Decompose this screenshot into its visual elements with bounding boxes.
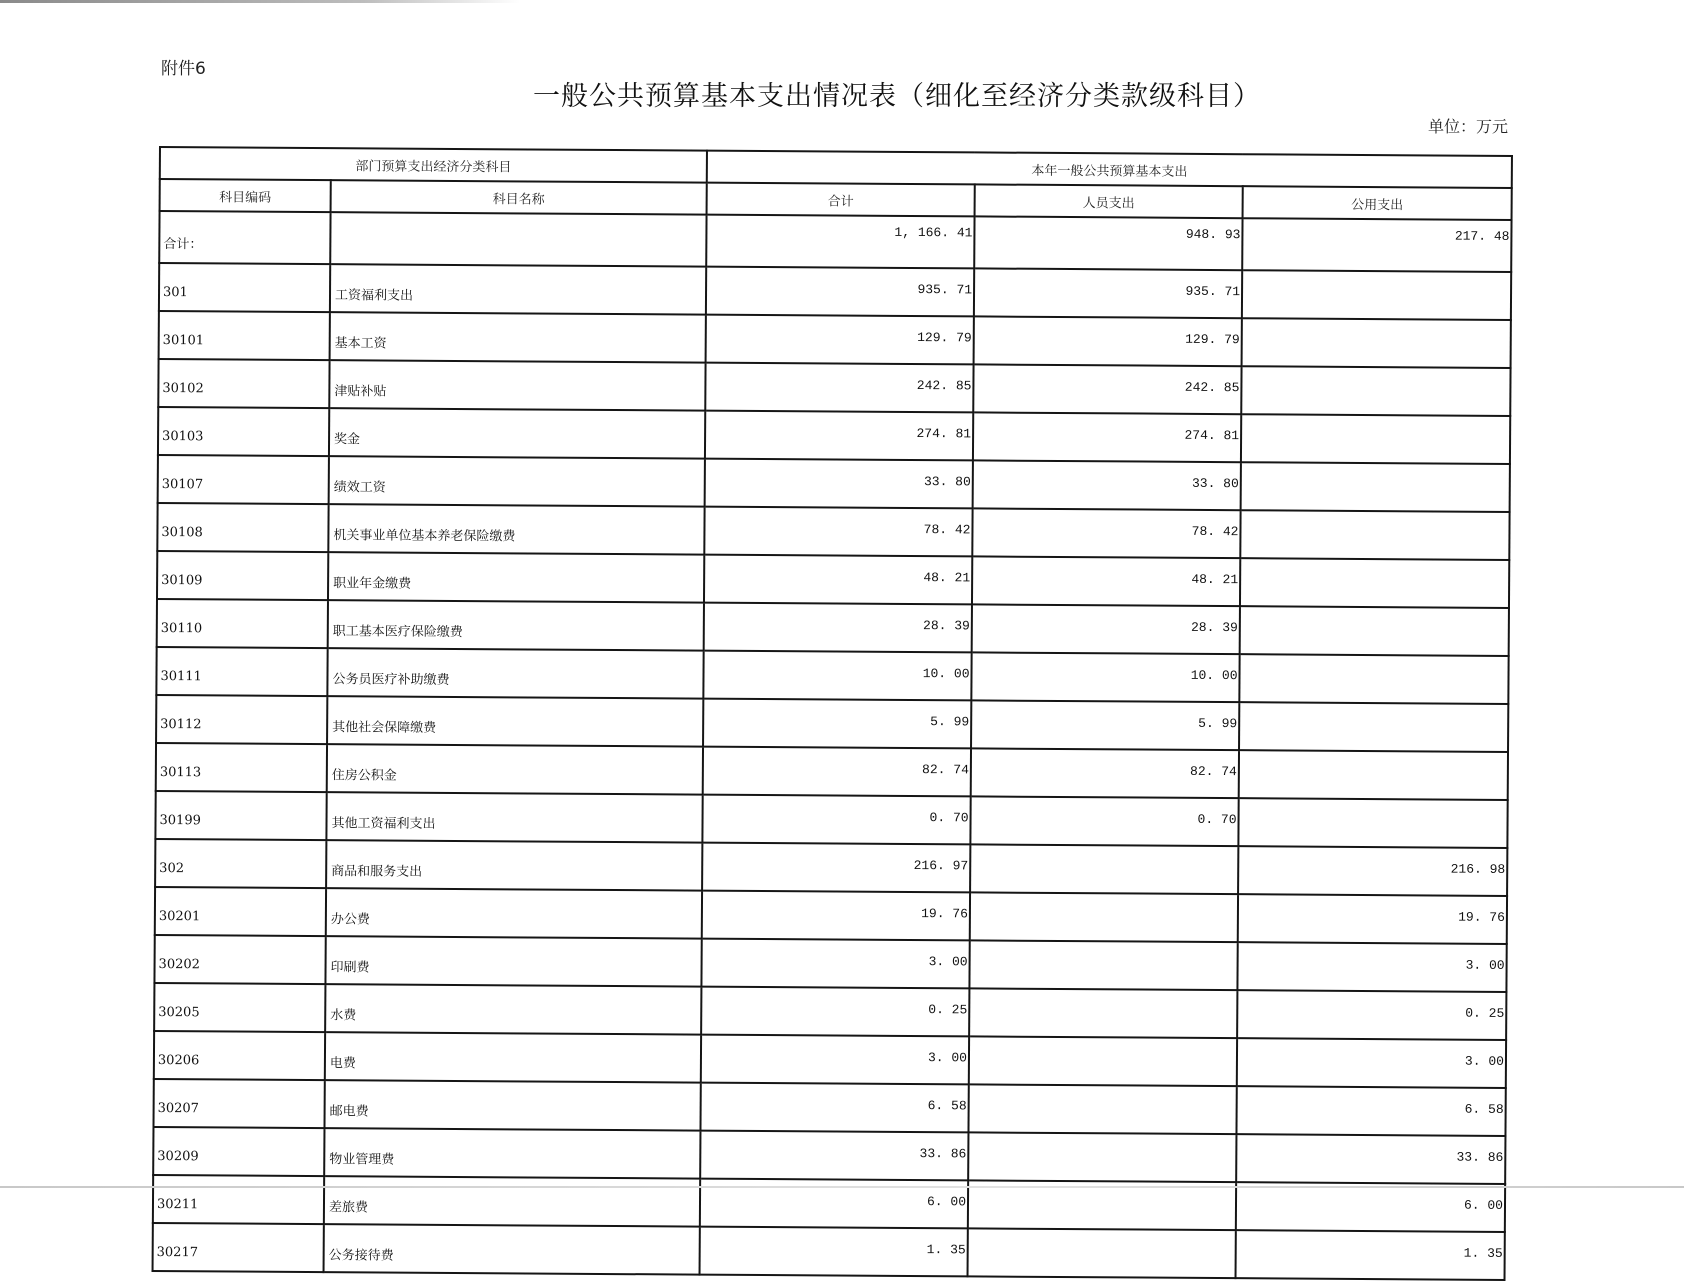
row-public [1241,366,1510,416]
row-name: 绩效工资 [329,456,705,506]
row-personnel: 33. 80 [973,460,1241,510]
row-code: 30107 [158,455,329,504]
attachment-label: 附件6 [161,59,206,79]
row-name: 邮电费 [324,1080,700,1130]
row-total: 0. 25 [701,987,969,1037]
budget-expenditure-table [152,146,1513,1281]
total-name [330,212,706,266]
row-public [1238,798,1507,848]
row-personnel: 129. 79 [974,316,1242,366]
row-name: 机关事业单位基本养老保险缴费 [328,504,704,554]
row-total: 78. 42 [704,507,972,557]
row-name: 公务员医疗补助缴费 [327,648,703,698]
row-public: 33. 86 [1236,1134,1505,1184]
row-code: 30205 [154,983,325,1032]
row-public: 3. 00 [1237,1038,1506,1088]
scan-edge-bottom [0,1186,1684,1188]
total-public: 217. 48 [1242,218,1511,272]
row-personnel: 10. 00 [971,652,1239,702]
row-code: 30102 [158,359,329,408]
row-personnel: 82. 74 [971,748,1239,798]
column-header-total: 合计 [707,183,975,217]
row-name: 职工基本医疗保险缴费 [328,600,704,650]
row-code: 30199 [155,791,326,840]
row-personnel [968,1228,1236,1278]
row-code: 30206 [154,1031,325,1080]
row-personnel: 28. 39 [972,604,1240,654]
row-code: 30113 [156,743,327,792]
row-code: 30111 [156,647,327,696]
row-public [1241,414,1510,464]
row-total: 33. 80 [705,459,973,509]
row-total: 6. 00 [700,1179,968,1229]
row-total: 5. 99 [703,699,971,749]
row-total: 0. 70 [702,795,970,845]
row-total: 19. 76 [702,891,970,941]
row-name: 其他社会保障缴费 [327,696,703,746]
row-code: 30110 [157,599,328,648]
row-total: 1. 35 [700,1227,968,1277]
row-public: 216. 98 [1238,846,1507,896]
group-header-classification: 部门预算支出经济分类科目 [160,147,707,183]
row-code: 30109 [157,551,328,600]
row-public [1240,606,1509,656]
row-total: 935. 71 [706,267,974,317]
row-code: 30108 [157,503,328,552]
row-name: 奖金 [329,408,705,458]
row-public: 19. 76 [1238,894,1507,944]
row-total: 216. 97 [702,843,970,893]
row-total: 10. 00 [703,651,971,701]
total-personnel: 948. 93 [974,216,1242,270]
row-name: 住房公积金 [327,744,703,794]
row-total: 3. 00 [701,1035,969,1085]
row-personnel: 48. 21 [972,556,1240,606]
row-total: 48. 21 [704,555,972,605]
row-name: 工资福利支出 [330,264,706,314]
row-name: 基本工资 [330,312,706,362]
row-public: 6. 00 [1236,1182,1505,1232]
row-code: 30202 [154,935,325,984]
row-personnel: 242. 85 [973,364,1241,414]
row-total: 129. 79 [706,315,974,365]
scan-edge-top [0,0,520,3]
row-total: 6. 58 [700,1083,968,1133]
row-name: 水费 [325,984,701,1034]
row-name: 津贴补贴 [329,360,705,410]
row-name: 印刷费 [325,936,701,986]
row-name: 职业年金缴费 [328,552,704,602]
row-personnel [968,1132,1236,1182]
row-total: 242. 85 [705,363,973,413]
row-public [1240,510,1509,560]
row-public [1239,702,1508,752]
unit-label: 单位：万元 [1427,117,1508,136]
row-total: 274. 81 [705,411,973,461]
column-header-code: 科目编码 [160,179,331,212]
row-public [1240,558,1509,608]
row-name: 电费 [325,1032,701,1082]
row-public [1242,318,1511,368]
row-code: 30112 [156,695,327,744]
row-personnel [968,1084,1236,1134]
page-title [0,74,1684,113]
row-total: 3. 00 [701,939,969,989]
row-personnel: 274. 81 [973,412,1241,462]
row-personnel [969,1036,1237,1086]
row-code: 30101 [159,311,330,360]
row-code: 30211 [153,1175,324,1224]
row-personnel: 0. 70 [970,796,1238,846]
row-name: 物业管理费 [324,1128,700,1178]
total-row [159,211,1511,272]
page-title-text: 一般公共预算基本支出情况表（细化至经济分类款级科目） [533,81,1261,112]
table-row [153,1223,1505,1280]
row-name: 公务接待费 [324,1224,700,1274]
row-public: 0. 25 [1237,990,1506,1040]
total-label: 合计： [159,211,330,264]
row-personnel: 5. 99 [971,700,1239,750]
row-code: 301 [159,263,330,312]
row-total: 28. 39 [704,603,972,653]
column-header-name: 科目名称 [331,180,707,214]
row-personnel [970,892,1238,942]
row-code: 30103 [158,407,329,456]
row-public [1241,462,1510,512]
row-total: 82. 74 [703,747,971,797]
row-total: 33. 86 [700,1131,968,1181]
group-header-basic-expenditure: 本年一般公共预算基本支出 [707,151,1512,188]
row-public [1239,654,1508,704]
row-code: 30207 [153,1079,324,1128]
row-personnel [969,988,1237,1038]
row-public: 1. 35 [1236,1230,1505,1280]
row-name: 办公费 [326,888,702,938]
row-name: 其他工资福利支出 [326,792,702,842]
row-name: 商品和服务支出 [326,840,702,890]
row-code: 30217 [153,1223,324,1272]
row-personnel: 78. 42 [972,508,1240,558]
column-header-personnel: 人员支出 [975,184,1243,218]
row-code: 302 [155,839,326,888]
row-public: 3. 00 [1237,942,1506,992]
row-code: 30201 [155,887,326,936]
column-header-public: 公用支出 [1243,186,1512,220]
row-public [1239,750,1508,800]
row-public: 6. 58 [1236,1086,1505,1136]
total-amount: 1, 166. 41 [706,215,974,269]
row-personnel [969,940,1237,990]
row-public [1242,270,1511,320]
row-code: 30209 [153,1127,324,1176]
row-name: 差旅费 [324,1176,700,1226]
row-personnel: 935. 71 [974,268,1242,318]
row-personnel [970,844,1238,894]
